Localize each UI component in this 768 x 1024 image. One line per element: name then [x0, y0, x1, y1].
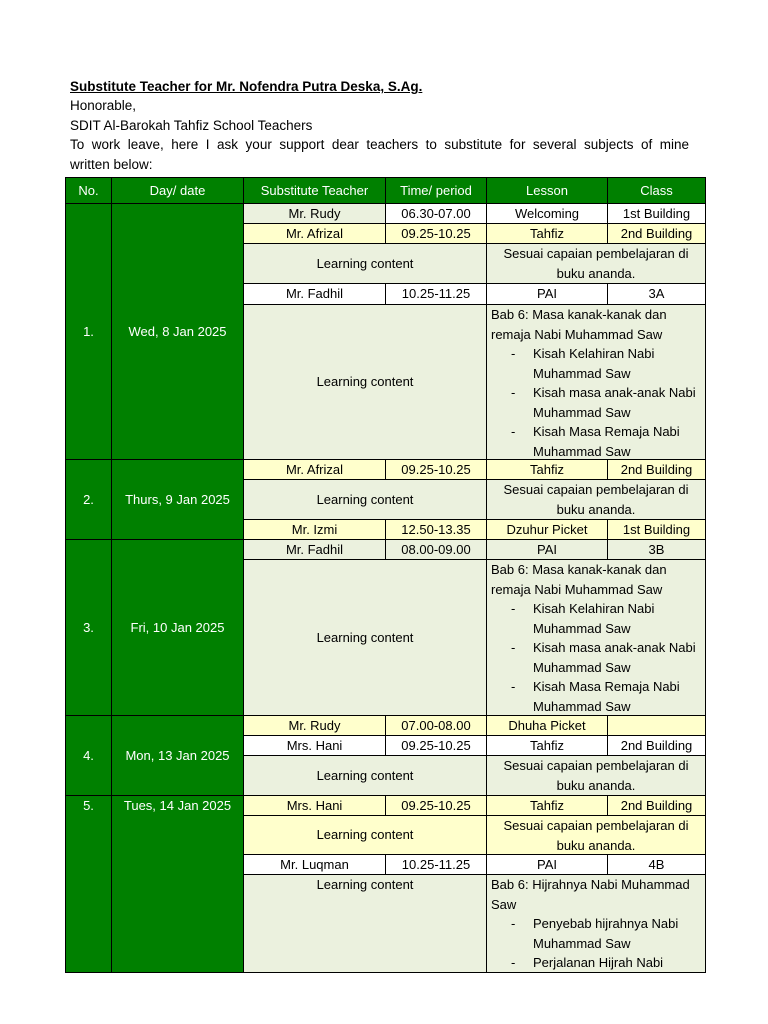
day2-r1-time: 09.25-10.25: [385, 459, 487, 480]
greeting: Honorable,: [70, 98, 137, 113]
day1-number: 1.: [65, 203, 112, 460]
day1-r5-content: [486, 304, 706, 460]
day4-r2-teacher: Mrs. Hani: [243, 735, 386, 756]
recipient: SDIT Al-Barokah Tahfiz School Teachers: [70, 118, 313, 133]
day4-r1-class: [607, 715, 706, 736]
header-day-date: Day/ date: [111, 177, 244, 204]
day5-number: 5.: [65, 795, 112, 973]
day5-r1-lesson: Tahfiz: [486, 795, 608, 816]
day5-r3-class: 4B: [607, 854, 706, 875]
list-item: - Kisah masa anak-anak Nabi Muhammad Saw: [491, 383, 701, 422]
day1-r2-time: 09.25-10.25: [385, 223, 487, 244]
day1-r5-list: [491, 344, 701, 460]
list-item: - Perjalanan Hijrah Nabi: [491, 953, 701, 973]
day3-r2-content: [486, 559, 706, 716]
day4-r1-lesson: Dhuha Picket: [486, 715, 608, 736]
day3-r2-heading: Bab 6: Masa kanak-kanak dan remaja Nabi Muhammad Saw: [491, 562, 667, 597]
day4-r1-teacher: Mr. Rudy: [243, 715, 386, 736]
header-no: No.: [65, 177, 112, 204]
day2-r2-label: Learning content: [243, 479, 487, 520]
day3-r2-list: [491, 599, 701, 716]
day4-r1-time: 07.00-08.00: [385, 715, 487, 736]
day4-r2-lesson: Tahfiz: [486, 735, 608, 756]
day1-r5-label: Learning content: [243, 304, 487, 460]
day5-r3-lesson: PAI: [486, 854, 608, 875]
day3-r1-class: 3B: [607, 539, 706, 560]
day5-r4-heading: Bab 6: Hijrahnya Nabi Muhammad Saw: [491, 877, 690, 912]
day4-r2-class: 2nd Building: [607, 735, 706, 756]
list-item: - Kisah masa anak-anak Nabi Muhammad Saw: [491, 638, 701, 677]
day5-r4-content: [486, 874, 706, 973]
header-lesson: Lesson: [486, 177, 608, 204]
document-title: Substitute Teacher for Mr. Nofendra Putra Deska, S.Ag.: [70, 79, 423, 94]
list-item: - Kisah Masa Remaja Nabi Muhammad Saw: [491, 677, 701, 716]
request-line-2: written below:: [70, 157, 153, 172]
day5-r1-time: 09.25-10.25: [385, 795, 487, 816]
day4-number: 4.: [65, 715, 112, 796]
day2-r3-class: 1st Building: [607, 519, 706, 540]
day5-r1-teacher: Mrs. Hani: [243, 795, 386, 816]
day4-r2-time: 09.25-10.25: [385, 735, 487, 756]
list-item: - Kisah Kelahiran Nabi Muhammad Saw: [491, 599, 701, 638]
day4-r3-label: Learning content: [243, 755, 487, 796]
day5-r2-label: Learning content: [243, 815, 487, 855]
day3-number: 3.: [65, 539, 112, 716]
list-item: - Kisah Kelahiran Nabi Muhammad Saw: [491, 344, 701, 383]
day3-r1-time: 08.00-09.00: [385, 539, 487, 560]
day1-r3-content: Sesuai capaian pembelajaran di buku ananda.: [486, 243, 706, 284]
day5-r2-content: Sesuai capaian pembelajaran di buku ananda.: [486, 815, 706, 855]
day5-r4-label: Learning content: [243, 874, 487, 973]
day5-r1-class: 2nd Building: [607, 795, 706, 816]
header-time-period: Time/ period: [385, 177, 487, 204]
day1-r2-class: 2nd Building: [607, 223, 706, 244]
day2-r3-lesson: Dzuhur Picket: [486, 519, 608, 540]
day1-r1-class: 1st Building: [607, 203, 706, 224]
day1-r1-lesson: Welcoming: [486, 203, 608, 224]
day1-r3-label: Learning content: [243, 243, 487, 284]
day2-r1-teacher: Mr. Afrizal: [243, 459, 386, 480]
day5-r4-list: [491, 914, 701, 973]
day5-date: Tues, 14 Jan 2025: [111, 795, 244, 973]
day3-date: Fri, 10 Jan 2025: [111, 539, 244, 716]
day3-r1-lesson: PAI: [486, 539, 608, 560]
header-substitute-teacher: Substitute Teacher: [243, 177, 386, 204]
day1-r4-class: 3A: [607, 283, 706, 305]
day1-r2-lesson: Tahfiz: [486, 223, 608, 244]
list-item: - Penyebab hijrahnya Nabi Muhammad Saw: [491, 914, 701, 953]
header-class: Class: [607, 177, 706, 204]
day3-r2-label: Learning content: [243, 559, 487, 716]
day2-r1-lesson: Tahfiz: [486, 459, 608, 480]
day4-r3-content: Sesuai capaian pembelajaran di buku ananda.: [486, 755, 706, 796]
day2-r3-time: 12.50-13.35: [385, 519, 487, 540]
day1-date: Wed, 8 Jan 2025: [111, 203, 244, 460]
day1-r1-time: 06.30-07.00: [385, 203, 487, 224]
day1-r5-heading: Bab 6: Masa kanak-kanak dan remaja Nabi Muhammad Saw: [491, 307, 667, 342]
day1-r2-teacher: Mr. Afrizal: [243, 223, 386, 244]
day5-r3-teacher: Mr. Luqman: [243, 854, 386, 875]
day1-r4-teacher: Mr. Fadhil: [243, 283, 386, 305]
day4-date: Mon, 13 Jan 2025: [111, 715, 244, 796]
day2-r3-teacher: Mr. Izmi: [243, 519, 386, 540]
day1-r4-time: 10.25-11.25: [385, 283, 487, 305]
day5-r3-time: 10.25-11.25: [385, 854, 487, 875]
request-line-1: To work leave, here I ask your support dear teachers to substitute for several subjects of mine: [70, 137, 689, 152]
day1-r4-lesson: PAI: [486, 283, 608, 305]
day2-number: 2.: [65, 459, 112, 540]
day3-r1-teacher: Mr. Fadhil: [243, 539, 386, 560]
day1-r1-teacher: Mr. Rudy: [243, 203, 386, 224]
day2-r2-content: Sesuai capaian pembelajaran di buku ananda.: [486, 479, 706, 520]
list-item: - Kisah Masa Remaja Nabi Muhammad Saw: [491, 422, 701, 460]
day2-r1-class: 2nd Building: [607, 459, 706, 480]
day2-date: Thurs, 9 Jan 2025: [111, 459, 244, 540]
